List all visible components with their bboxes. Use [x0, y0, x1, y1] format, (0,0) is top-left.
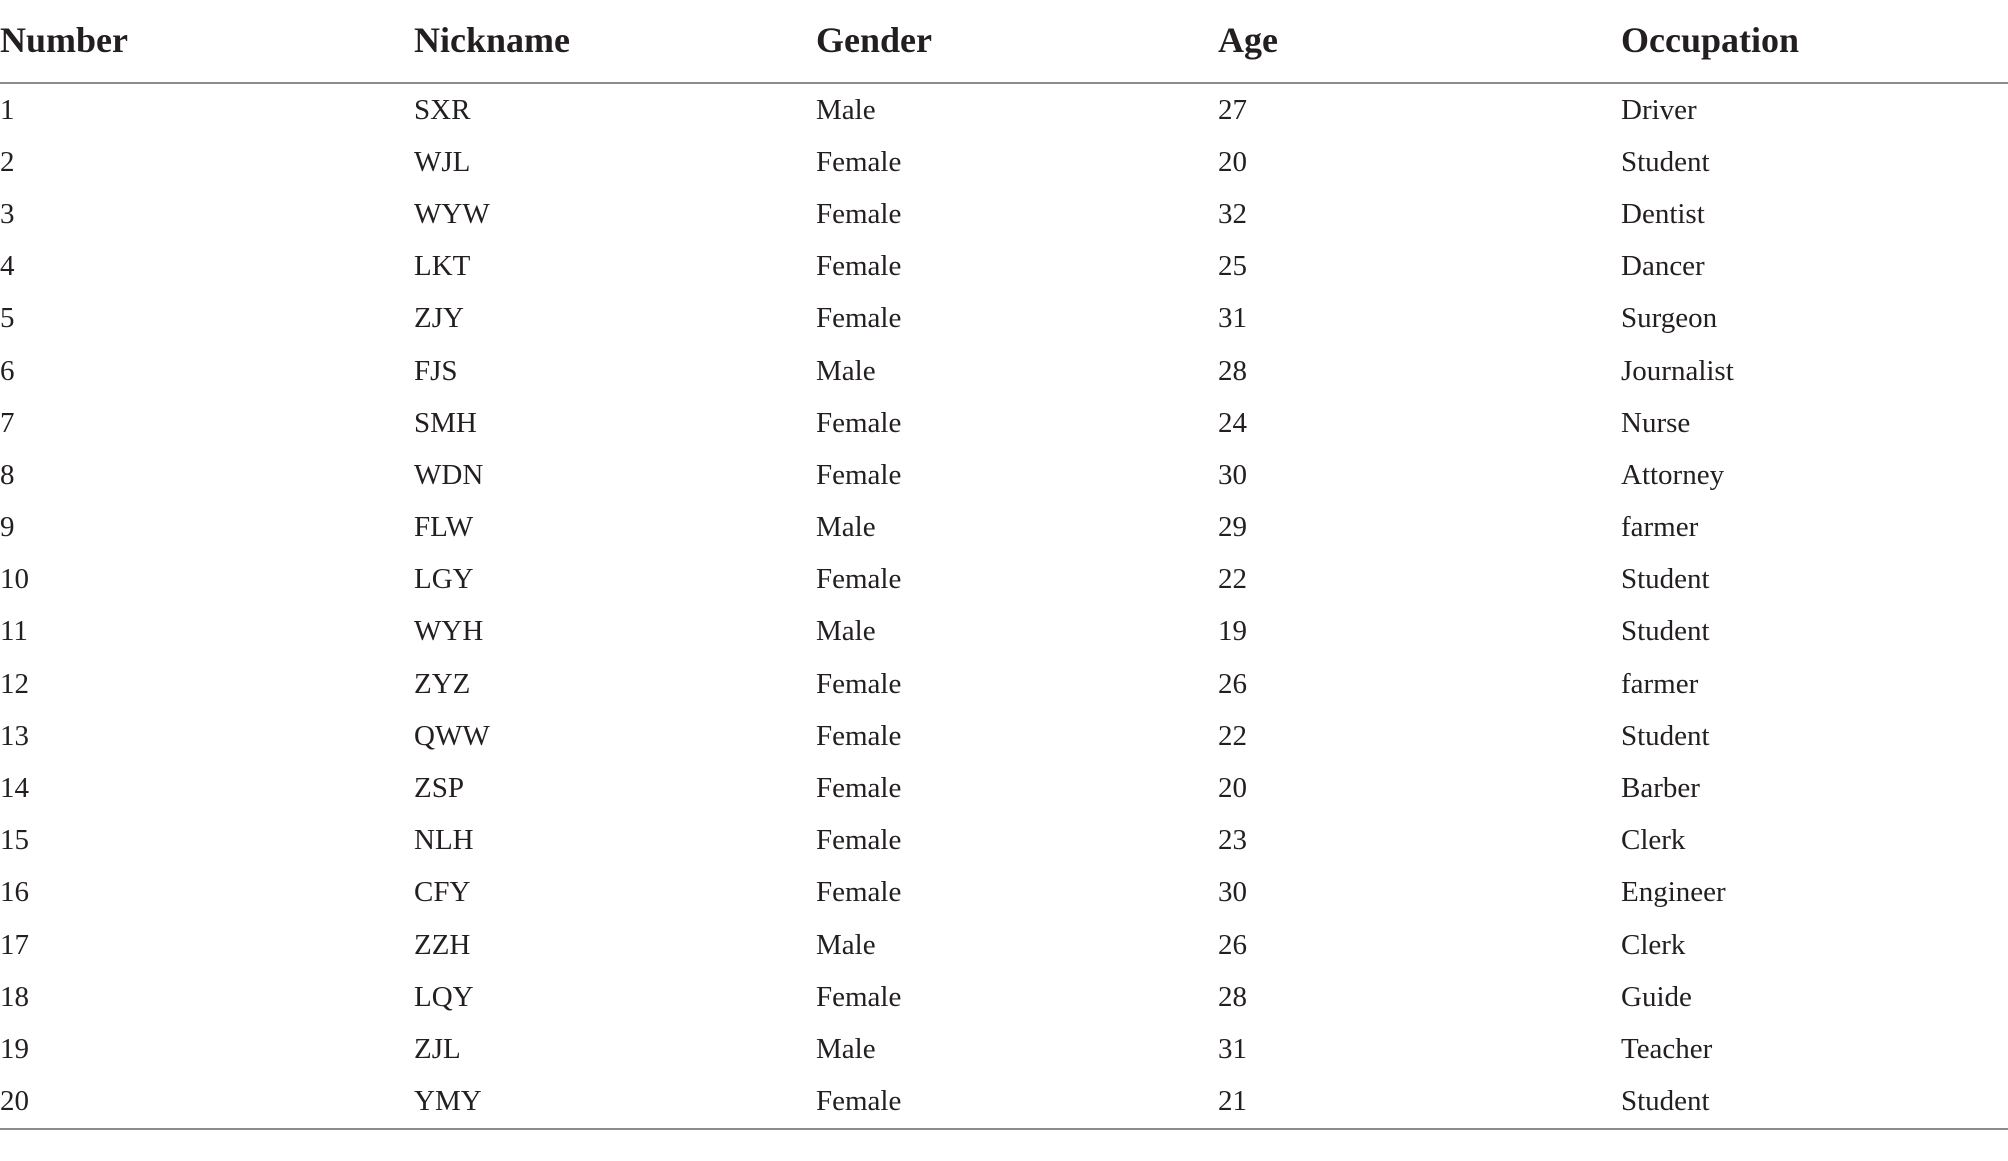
table-row — [0, 554, 2008, 606]
cell-gender: Female — [816, 197, 902, 230]
cell-number: 18 — [0, 980, 29, 1013]
cell-age: 31 — [1218, 302, 1247, 335]
table-row — [0, 606, 2008, 658]
table-row — [0, 919, 2008, 971]
cell-gender: Female — [816, 406, 902, 439]
cell-age: 19 — [1218, 615, 1247, 648]
cell-nickname: ZZH — [414, 928, 471, 961]
cell-nickname: LQY — [414, 980, 474, 1013]
cell-age: 30 — [1218, 458, 1247, 491]
cell-occupation: Student — [1621, 719, 1710, 752]
cell-gender: Female — [816, 772, 902, 805]
cell-number: 11 — [0, 615, 28, 648]
cell-number: 12 — [0, 667, 29, 700]
cell-age: 26 — [1218, 928, 1247, 961]
cell-age: 22 — [1218, 563, 1247, 596]
table-row — [0, 762, 2008, 814]
cell-gender: Female — [816, 667, 902, 700]
cell-gender: Female — [816, 980, 902, 1013]
cell-age: 30 — [1218, 876, 1247, 909]
cell-number: 14 — [0, 772, 29, 805]
cell-number: 13 — [0, 719, 29, 752]
cell-occupation: Nurse — [1621, 406, 1691, 439]
cell-gender: Female — [816, 302, 902, 335]
cell-nickname: ZYZ — [414, 667, 471, 700]
cell-nickname: SMH — [414, 406, 477, 439]
cell-number: 19 — [0, 1032, 29, 1065]
cell-age: 20 — [1218, 145, 1247, 178]
cell-number: 1 — [0, 93, 15, 126]
cell-nickname: WDN — [414, 458, 484, 491]
cell-occupation: Student — [1621, 1076, 2008, 1129]
cell-age: 28 — [1218, 980, 1247, 1013]
cell-gender: Female — [816, 458, 902, 491]
cell-age: 24 — [1218, 406, 1247, 439]
cell-gender: Female — [816, 563, 902, 596]
cell-occupation: Guide — [1621, 980, 1692, 1013]
cell-occupation: Journalist — [1621, 354, 1734, 387]
cell-gender: Female — [816, 250, 902, 283]
table-row — [0, 345, 2008, 397]
cell-number: 17 — [0, 928, 29, 961]
cell-occupation: Dentist — [1621, 197, 1705, 230]
cell-number: 6 — [0, 354, 15, 387]
cell-occupation: Clerk — [1621, 824, 1686, 857]
cell-gender: Female — [816, 145, 902, 178]
cell-gender: Male — [816, 93, 876, 126]
cell-occupation: Surgeon — [1621, 302, 1718, 335]
cell-gender: Male — [816, 1032, 876, 1065]
table-body — [0, 83, 2008, 1129]
table-row — [0, 449, 2008, 501]
cell-age: 25 — [1218, 250, 1247, 283]
cell-occupation: Clerk — [1621, 928, 1686, 961]
cell-nickname: YMY — [414, 1076, 816, 1129]
cell-gender: Male — [816, 354, 876, 387]
cell-age: 28 — [1218, 354, 1247, 387]
cell-number: 9 — [0, 511, 15, 544]
header-number: Number — [0, 0, 414, 83]
table-row — [0, 241, 2008, 293]
cell-occupation: Student — [1621, 563, 1710, 596]
cell-number: 20 — [0, 1076, 414, 1129]
cell-age: 26 — [1218, 667, 1247, 700]
cell-nickname: FJS — [414, 354, 458, 387]
cell-occupation: Driver — [1621, 93, 1697, 126]
cell-age: 31 — [1218, 1032, 1247, 1065]
header-occupation: Occupation — [1621, 0, 2008, 83]
table-row — [0, 1076, 2008, 1129]
header-row — [0, 0, 2008, 83]
cell-number: 10 — [0, 563, 29, 596]
cell-occupation: farmer — [1621, 667, 1699, 700]
cell-occupation: Dancer — [1621, 250, 1705, 283]
cell-number: 15 — [0, 824, 29, 857]
cell-age: 29 — [1218, 511, 1247, 544]
table-row — [0, 83, 2008, 136]
table-row — [0, 188, 2008, 240]
cell-age: 27 — [1218, 93, 1247, 126]
cell-number: 7 — [0, 406, 15, 439]
cell-occupation: farmer — [1621, 511, 1699, 544]
table-row — [0, 502, 2008, 554]
cell-nickname: LGY — [414, 563, 474, 596]
cell-number: 3 — [0, 197, 15, 230]
cell-number: 5 — [0, 302, 15, 335]
header-nickname: Nickname — [414, 0, 816, 83]
cell-age: 22 — [1218, 719, 1247, 752]
cell-nickname: CFY — [414, 876, 471, 909]
cell-gender: Male — [816, 928, 876, 961]
table-row — [0, 658, 2008, 710]
cell-nickname: LKT — [414, 250, 471, 283]
cell-number: 2 — [0, 145, 15, 178]
table-row — [0, 710, 2008, 762]
cell-gender: Male — [816, 615, 876, 648]
cell-nickname: QWW — [414, 719, 490, 752]
cell-age: 21 — [1218, 1076, 1621, 1129]
table-row — [0, 136, 2008, 188]
cell-nickname: WJL — [414, 145, 471, 178]
cell-occupation: Barber — [1621, 772, 1700, 805]
cell-nickname: WYH — [414, 615, 484, 648]
cell-gender: Female — [816, 1076, 1218, 1129]
table-header — [0, 0, 2008, 83]
table-row — [0, 397, 2008, 449]
header-age: Age — [1218, 0, 1621, 83]
cell-nickname: WYW — [414, 197, 490, 230]
table-row — [0, 1023, 2008, 1075]
table-row — [0, 971, 2008, 1023]
cell-nickname: FLW — [414, 511, 474, 544]
cell-number: 8 — [0, 458, 15, 491]
cell-nickname: ZJY — [414, 302, 464, 335]
cell-nickname: SXR — [414, 93, 471, 126]
cell-number: 16 — [0, 876, 29, 909]
header-gender: Gender — [816, 0, 1218, 83]
cell-gender: Female — [816, 876, 902, 909]
cell-gender: Male — [816, 511, 876, 544]
cell-age: 20 — [1218, 772, 1247, 805]
cell-occupation: Student — [1621, 145, 1710, 178]
cell-occupation: Engineer — [1621, 876, 1726, 909]
cell-nickname: ZJL — [414, 1032, 461, 1065]
cell-occupation: Teacher — [1621, 1032, 1713, 1065]
cell-age: 32 — [1218, 197, 1247, 230]
cell-gender: Female — [816, 824, 902, 857]
cell-nickname: ZSP — [414, 772, 464, 805]
cell-nickname: NLH — [414, 824, 474, 857]
cell-gender: Female — [816, 719, 902, 752]
cell-number: 4 — [0, 250, 15, 283]
cell-occupation: Student — [1621, 615, 1710, 648]
table-row — [0, 867, 2008, 919]
table-row — [0, 815, 2008, 867]
cell-age: 23 — [1218, 824, 1247, 857]
table-row — [0, 293, 2008, 345]
cell-occupation: Attorney — [1621, 458, 1725, 491]
